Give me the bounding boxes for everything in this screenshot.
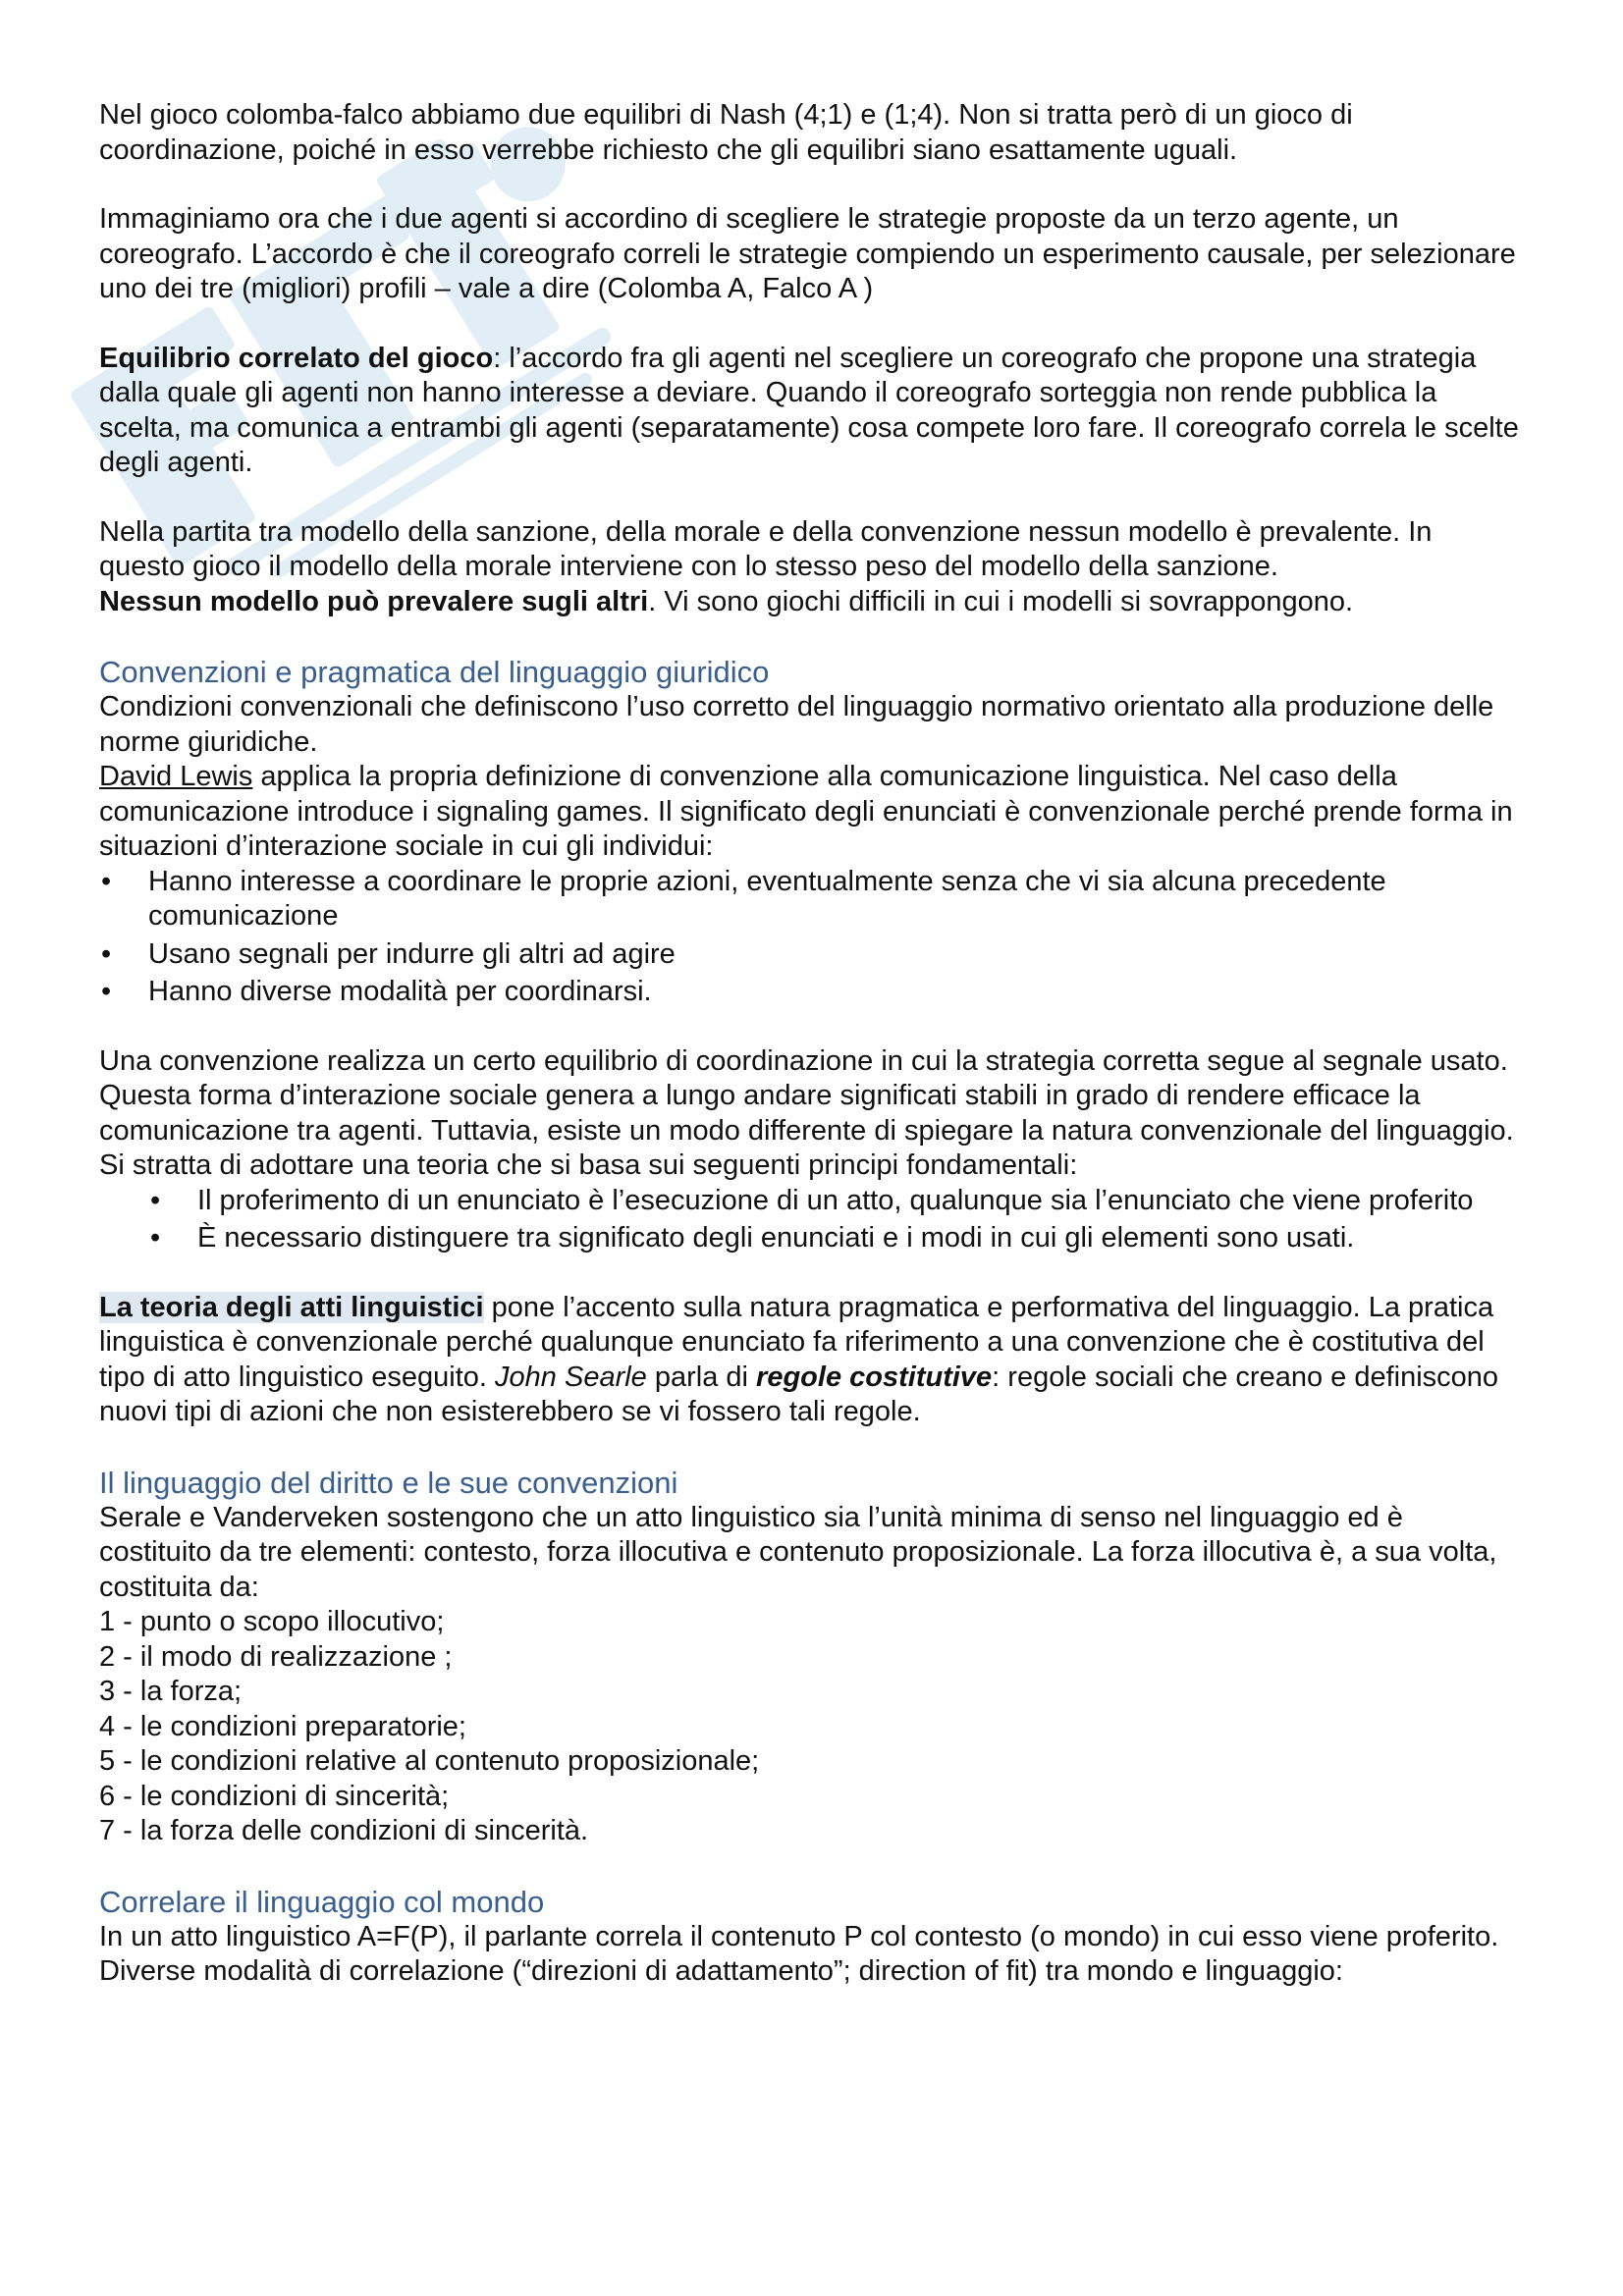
author-john-searle: John Searle xyxy=(495,1361,647,1393)
list-item: 7 - la forza delle condizioni di sincerità. xyxy=(99,1815,589,1846)
term-correlated-equilibrium: Equilibrio correlato del gioco xyxy=(99,342,494,374)
models-text: Nella partita tra modello della sanzione, della morale e della convenzione nessun modello è prevalente. In questo gioco il modello della morale interviene con lo stesso peso del modello della sanzione. xyxy=(99,515,1433,582)
speech-act-text-2: parla di xyxy=(646,1361,757,1393)
bullet-list-principles xyxy=(99,1184,1523,1256)
paragraph-speech-act-theory xyxy=(99,1291,1523,1430)
paragraph-searle-vanderveken: Serale e Vanderveken sostengono che un atto linguistico sia l’unità minima di senso nel linguaggio ed è costituito da tre elementi: contesto, forza illocutiva e contenuto proposizionale. La forza illocutiva è, a sua volta, costituita da: xyxy=(99,1501,1497,1603)
list-item: • Hanno interesse a coordinare le proprie azioni, eventualmente senza che vi sia alcuna precedente comunicazione xyxy=(99,865,1523,934)
list-item: 6 - le condizioni di sincerità; xyxy=(99,1780,450,1812)
models-bold-statement: Nessun modello può prevalere sugli altri xyxy=(99,585,649,617)
list-item: • Hanno diverse modalità per coordinarsi. xyxy=(99,975,1523,1010)
paragraph-models xyxy=(99,515,1523,620)
david-lewis-text: applica la propria definizione di convenzione alla comunicazione linguistica. Nel caso della comunicazione introduce i signaling games. Il significato degli enunciati è convenzionale perché prende forma in situazioni d’interazione sociale in cui gli individui: xyxy=(99,761,1513,862)
speech-act-text-3: : regole sociali che creano e definiscono nuovi tipi di azioni che non esisterebbero se vi fossero tali regole. xyxy=(99,1361,1499,1427)
heading-conventions-pragmatics: Convenzioni e pragmatica del linguaggio giuridico xyxy=(99,655,770,689)
list-item: 2 - il modo di realizzazione ; xyxy=(99,1640,453,1673)
paragraph-nash-equilibria: Nel gioco colomba-falco abbiamo due equilibri di Nash (4;1) e (1;4). Non si tratta però di un gioco di coordinazione, poiché in esso verrebbe richiesto che gli equilibri siano esattamente uguali. xyxy=(99,99,1353,166)
list-item: 3 - la forza; xyxy=(99,1676,243,1707)
heading-correlate-language-world: Correlare il linguaggio col mondo xyxy=(99,1884,545,1919)
paragraph-correlated-equilibrium xyxy=(99,342,1523,481)
paragraph-speech-act-formula: In un atto linguistico A=F(P), il parlante correla il contenuto P col contesto (o mondo) in cui esso viene proferito. xyxy=(99,1920,1499,1952)
paragraph-convention-equilibrium: Una convenzione realizza un certo equilibrio di coordinazione in cui la strategia corretta segue al segnale usato. Questa forma d’interazione sociale genera a lungo andare significati stabili in grado di rendere efficace la comunicazione tra agenti. Tuttavia, esiste un modo differente di spiegare la natura convenzionale del linguaggio. Si stratta di adottare una teoria che si basa sui seguenti principi fondamentali: xyxy=(99,1044,1514,1181)
paragraph-david-lewis xyxy=(99,760,1523,865)
paragraph-choreographer: Immaginiamo ora che i due agenti si accordino di scegliere le strategie proposte da un terzo agente, un coreografo. L’accordo è che il coreografo correli le strategie compiendo un esperimento causale, per selezionare uno dei tre (migliori) profili – vale a dire (Colomba A, Falco A ) xyxy=(99,203,1516,304)
list-item: 1 - punto o scopo illocutivo; xyxy=(99,1606,445,1637)
correlated-equilibrium-definition: : l’accordo fra gli agenti nel scegliere un coreografo che propone una strategia dalla quale gli agenti non hanno interesse a deviare. Quando il coreografo sorteggia non rende pubblica la scelta, ma comunica a entrambi gli agenti (separatamente) cosa compete loro fare. Il coreografo correla le scelte degli agenti. xyxy=(99,342,1519,478)
models-rest: . Vi sono giochi difficili in cui i modelli si sovrappongono. xyxy=(648,585,1354,617)
author-david-lewis: David Lewis xyxy=(99,761,253,792)
paragraph-direction-of-fit: Diverse modalità di correlazione (“direzioni di adattamento”; direction of fit) tra mondo e linguaggio: xyxy=(99,1955,1343,1987)
term-constitutive-rules: regole costitutive xyxy=(756,1361,993,1393)
list-item: • Usano segnali per indurre gli altri ad agire xyxy=(99,937,1523,973)
heading-language-of-law: Il linguaggio del diritto e le sue convenzioni xyxy=(99,1465,678,1500)
numbered-list-illocutive-force xyxy=(99,1605,1523,1849)
bullet-list-individuals xyxy=(99,865,1523,1010)
list-item: 5 - le condizioni relative al contenuto proposizionale; xyxy=(99,1745,760,1777)
paragraph-conventional-conditions: Condizioni convenzionali che definiscono l’uso corretto del linguaggio normativo orientato alla produzione delle norme giuridiche. xyxy=(99,691,1494,758)
list-item: • È necessario distinguere tra significato degli enunciati e i modi in cui gli elementi sono usati. xyxy=(99,1221,1523,1256)
list-item: • Il proferimento di un enunciato è l’esecuzione di un atto, qualunque sia l’enunciato che viene proferito xyxy=(99,1184,1523,1219)
list-item: 4 - le condizioni preparatorie; xyxy=(99,1710,466,1742)
speech-act-text-1: pone l’accento sulla natura pragmatica e performativa del linguaggio. La pratica linguistica è convenzionale perché qualunque enunciato fa riferimento a una convenzione che è costitutiva del tipo di atto linguistico eseguito. xyxy=(99,1291,1494,1393)
term-speech-act-theory: La teoria degli atti linguistici xyxy=(99,1291,484,1323)
document-page xyxy=(99,98,1523,1990)
